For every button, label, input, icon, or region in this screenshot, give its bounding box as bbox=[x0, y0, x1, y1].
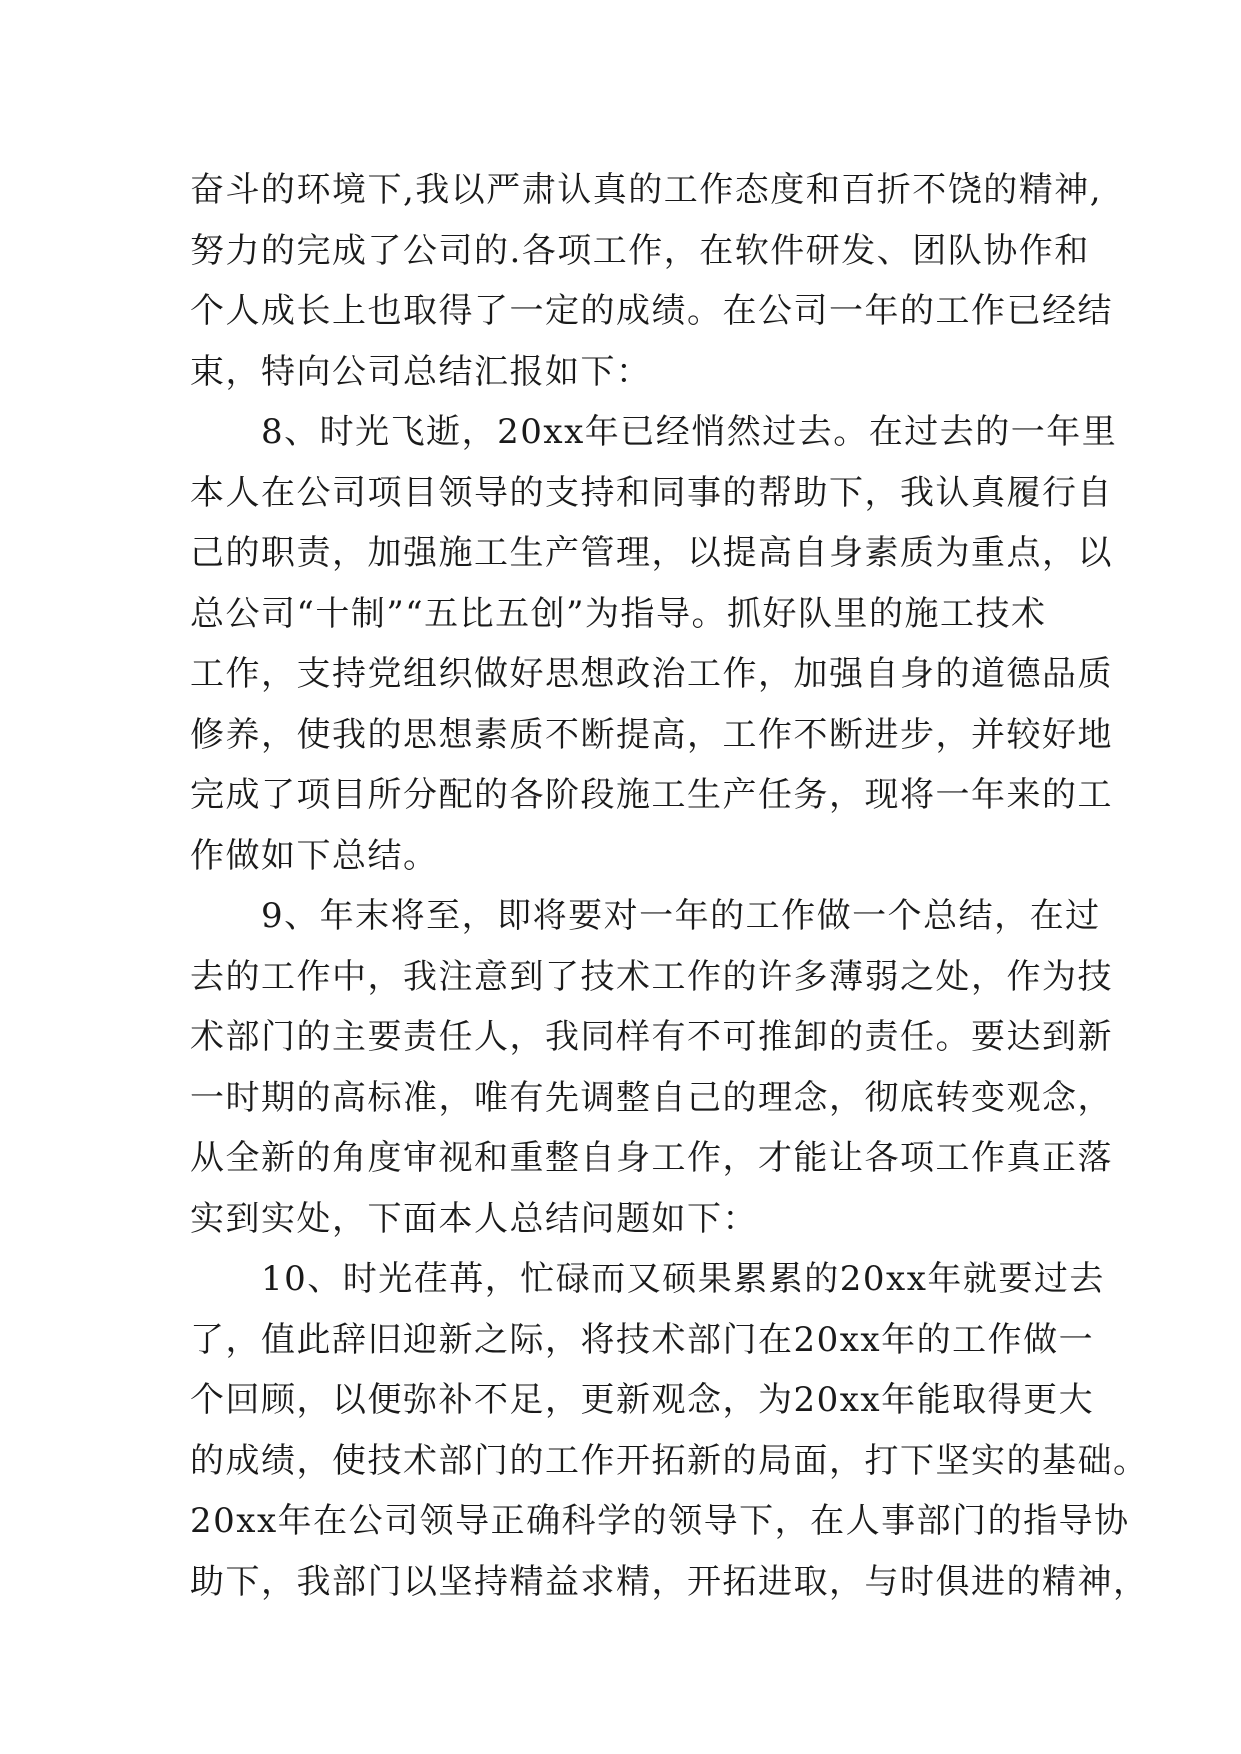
text-line: 去的工作中，我注意到了技术工作的许多薄弱之处，作为技 bbox=[190, 956, 1113, 997]
text-line: 奋斗的环境下,我以严肃认真的工作态度和百折不饶的精神, bbox=[190, 170, 1103, 210]
text-line: 作做如下总结。 bbox=[190, 835, 439, 876]
text-line: 己的职责，加强施工生产管理，以提高自身素质为重点，以 bbox=[190, 533, 1113, 573]
text-line: 从全新的角度审视和重整自身工作，才能让各项工作真正落 bbox=[190, 1138, 1113, 1178]
text-line: 9、年末将至，即将要对一年的工作做一个总结，在过 bbox=[190, 896, 1101, 936]
text-line: 20xx年在公司领导正确科学的领导下，在人事部门的指导协 bbox=[190, 1501, 1130, 1541]
text-line: 一时期的高标准，唯有先调整自己的理念，彻底转变观念， bbox=[190, 1077, 1113, 1118]
text-line: 本人在公司项目领导的支持和同事的帮助下，我认真履行自 bbox=[190, 472, 1113, 513]
text-line: 修养，使我的思想素质不断提高，工作不断进步，并较好地 bbox=[190, 714, 1113, 755]
text-line: 工作，支持党组织做好思想政治工作，加强自身的道德品质 bbox=[190, 654, 1113, 694]
text-line: 10、时光荏苒，忙碌而又硕果累累的20xx年就要过去 bbox=[190, 1259, 1105, 1299]
text-line: 束，特向公司总结汇报如下： bbox=[190, 351, 652, 392]
text-line: 个回顾，以便弥补不足，更新观念，为20xx年能取得更大 bbox=[190, 1380, 1095, 1420]
text-line: 努力的完成了公司的.各项工作，在软件研发、团队协作和 bbox=[190, 230, 1090, 271]
text-line: 的成绩，使技术部门的工作开拓新的局面，打下坚实的基础。 bbox=[190, 1440, 1149, 1481]
text-line: 了，值此辞旧迎新之际，将技术部门在20xx年的工作做一 bbox=[190, 1319, 1095, 1360]
text-line: 助下，我部门以坚持精益求精，开拓进取，与时俱进的精神， bbox=[190, 1561, 1149, 1602]
text-line: 个人成长上也取得了一定的成绩。在公司一年的工作已经结 bbox=[190, 291, 1113, 331]
text-line: 完成了项目所分配的各阶段施工生产任务，现将一年来的工 bbox=[190, 775, 1113, 815]
body-text bbox=[190, 160, 1149, 1612]
text-line: 总公司“十制”“五比五创”为指导。抓好队里的施工技术 bbox=[190, 593, 1047, 634]
text-line: 实到实处，下面本人总结问题如下： bbox=[190, 1198, 758, 1239]
text-line: 术部门的主要责任人，我同样有不可推卸的责任。要达到新 bbox=[190, 1017, 1113, 1057]
text-line: 8、时光飞逝，20xx年已经悄然过去。在过去的一年里 bbox=[190, 412, 1118, 452]
